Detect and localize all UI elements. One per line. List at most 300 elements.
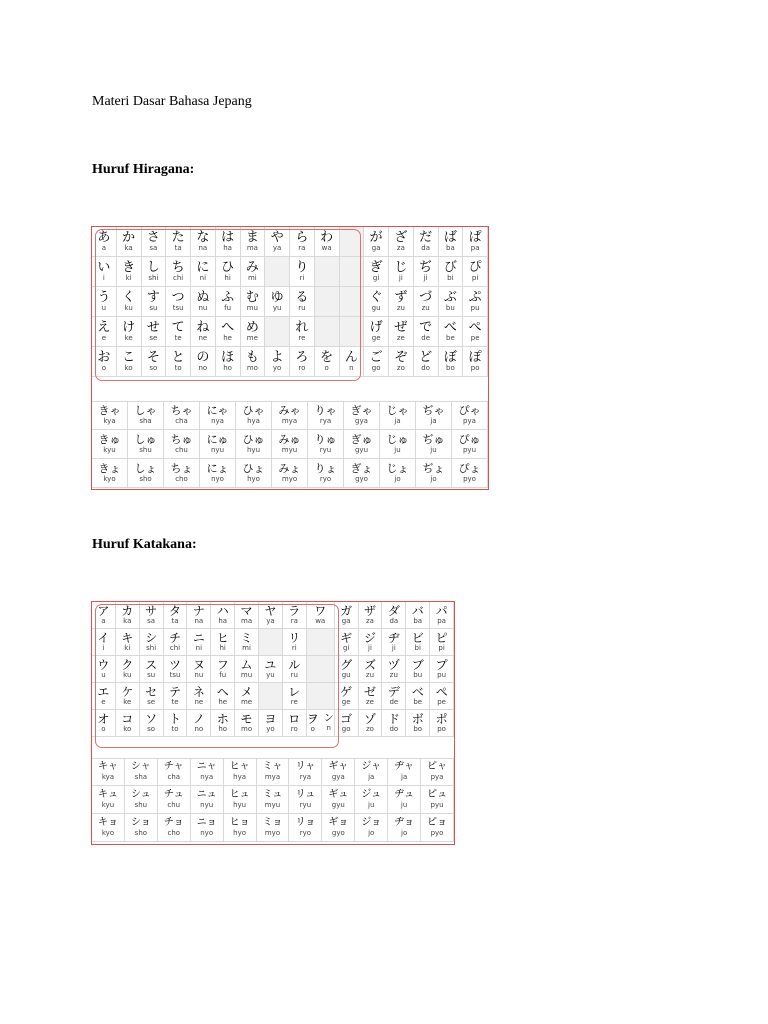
- kana-character: ヌ: [192, 657, 205, 672]
- kana-character: ゴ: [340, 711, 353, 726]
- kana-character: ん: [344, 349, 358, 365]
- combo-kana-cell: [191, 786, 224, 814]
- romaji-label: mi: [247, 274, 257, 283]
- kana-character: にゃ: [206, 404, 229, 418]
- romaji-label: sa: [149, 244, 158, 253]
- romaji-label: pa: [437, 617, 446, 626]
- romaji-label: za: [396, 244, 405, 253]
- kana-character: ジャ: [361, 761, 382, 773]
- kana-cell: [259, 710, 283, 737]
- combo-kana-cell: [158, 786, 191, 814]
- combo-kana-cell: [289, 758, 322, 786]
- kana-character: しょ: [134, 462, 157, 476]
- kana-cell: [430, 602, 454, 629]
- combo-kana-cell: [344, 401, 380, 430]
- kana-character: ピャ: [427, 761, 448, 773]
- hiragana-combination-table: [92, 401, 488, 488]
- kana-cell: [340, 317, 365, 347]
- kana-character: イ: [97, 630, 110, 645]
- romaji-label: zu: [365, 671, 375, 680]
- kana-cell: [414, 227, 439, 257]
- kana-cell: [315, 227, 340, 257]
- kana-cell: [92, 317, 117, 347]
- kana-cell: [241, 257, 266, 287]
- combo-kana-cell: [416, 401, 452, 430]
- romaji-label: fu: [219, 671, 227, 680]
- romaji-label: pe: [437, 698, 446, 707]
- kana-character: ル: [288, 657, 301, 672]
- kana-character: ミュ: [262, 789, 283, 801]
- kana-cell: [241, 347, 266, 377]
- kana-character: り: [295, 259, 309, 275]
- kana-cell: [116, 602, 140, 629]
- romaji-label: na: [198, 244, 208, 253]
- kana-character: ゆ: [270, 289, 284, 305]
- kana-cell: [142, 287, 167, 317]
- kana-character: キ: [121, 630, 134, 645]
- romaji-label: bu: [413, 671, 423, 680]
- kana-cell: [116, 683, 140, 710]
- kana-stack: [307, 713, 319, 734]
- combo-kana-cell: [164, 430, 200, 459]
- romaji-label: ba: [413, 617, 423, 626]
- kana-character: ま: [245, 229, 259, 245]
- romaji-label: cho: [167, 828, 181, 837]
- combo-kana-cell: [200, 459, 236, 488]
- kana-character: ぢゅ: [422, 433, 445, 447]
- kana-cell: [241, 317, 266, 347]
- romaji-label: nu: [198, 304, 208, 313]
- kana-character: ギュ: [328, 789, 349, 801]
- romaji-label: ha: [218, 617, 228, 626]
- romaji-label: ko: [124, 364, 133, 373]
- kana-cell: [463, 317, 488, 347]
- kana-cell: [92, 683, 116, 710]
- romaji-label: ji: [398, 274, 403, 283]
- romaji-label: a: [101, 244, 107, 253]
- kana-character: ニャ: [196, 761, 217, 773]
- romaji-label: ryo: [299, 828, 312, 837]
- kana-character: ナ: [192, 603, 205, 618]
- kana-character: け: [122, 319, 136, 335]
- kana-cell: [259, 683, 283, 710]
- kana-character: ぎ: [369, 259, 383, 275]
- kana-character: も: [245, 349, 259, 365]
- kana-character: あ: [97, 229, 111, 245]
- kana-character: く: [122, 289, 136, 305]
- romaji-label: ma: [241, 617, 253, 626]
- kana-character: じゃ: [386, 404, 409, 418]
- kana-cell: [259, 602, 283, 629]
- romaji-label: ja: [368, 772, 375, 781]
- kana-character: ピョ: [427, 817, 448, 829]
- kana-character: づ: [419, 289, 433, 305]
- combo-kana-cell: [191, 758, 224, 786]
- romaji-label: pya: [463, 416, 476, 425]
- kana-character: ズ: [363, 657, 376, 672]
- romaji-label: ki: [124, 644, 131, 653]
- romaji-label: myu: [281, 445, 298, 454]
- combo-kana-cell: [224, 758, 257, 786]
- kana-cell: [359, 656, 383, 683]
- romaji-label: shu: [134, 800, 148, 809]
- kana-cell: [241, 227, 266, 257]
- kana-character: め: [245, 319, 259, 335]
- romaji-label: do: [421, 364, 430, 373]
- kana-cell: [340, 227, 365, 257]
- kana-cell: [187, 602, 211, 629]
- kana-cell: [140, 602, 164, 629]
- kana-character: キャ: [97, 761, 118, 773]
- kana-character: ご: [369, 349, 383, 365]
- combo-kana-cell: [380, 401, 416, 430]
- kana-character: ミ: [240, 630, 253, 645]
- kana-cell: [117, 317, 142, 347]
- romaji-label: nya: [200, 772, 214, 781]
- kana-cell: [116, 629, 140, 656]
- katakana-heading: Huruf Katakana:: [92, 537, 197, 552]
- kana-character: ず: [394, 289, 408, 305]
- combo-kana-cell: [388, 814, 421, 842]
- kana-character: ビ: [411, 630, 424, 645]
- kana-stack: [324, 714, 334, 733]
- kana-character: ニュ: [196, 789, 217, 801]
- romaji-label: gyo: [331, 828, 345, 837]
- document-title: Materi Dasar Bahasa Jepang: [92, 94, 252, 109]
- romaji-label: mo: [246, 364, 258, 373]
- kana-cell: [187, 656, 211, 683]
- kana-cell: [216, 257, 241, 287]
- romaji-label: hyu: [233, 800, 247, 809]
- kana-character: コ: [121, 711, 134, 726]
- kana-cell: [92, 257, 117, 287]
- romaji-label: gya: [331, 772, 345, 781]
- kana-character: りょ: [314, 462, 337, 476]
- kana-cell: [92, 602, 116, 629]
- kana-character: エ: [97, 684, 110, 699]
- romaji-label: o: [101, 725, 106, 734]
- romaji-label: de: [421, 334, 430, 343]
- table-divider: [92, 377, 488, 402]
- romaji-label: pya: [430, 772, 444, 781]
- kana-cell: [116, 656, 140, 683]
- kana-character: ネ: [192, 684, 205, 699]
- kana-character: フ: [216, 657, 229, 672]
- kana-cell: [290, 287, 315, 317]
- kana-character: ツ: [168, 657, 181, 672]
- kana-cell: [211, 710, 235, 737]
- kana-character: ち: [171, 259, 185, 275]
- kana-cell: [463, 287, 488, 317]
- kana-character: ヨ: [264, 711, 277, 726]
- kana-character: ピュ: [427, 789, 448, 801]
- kana-cell: [164, 602, 188, 629]
- kana-cell: [389, 257, 414, 287]
- kana-character: グ: [340, 657, 353, 672]
- combo-kana-cell: [388, 786, 421, 814]
- romaji-label: na: [194, 617, 204, 626]
- kana-character: ギ: [340, 630, 353, 645]
- romaji-label: sha: [139, 416, 152, 425]
- kana-cell: [406, 656, 430, 683]
- combo-kana-cell: [388, 758, 421, 786]
- kana-cell: [241, 287, 266, 317]
- romaji-label: pyu: [462, 445, 477, 454]
- kana-cell: [191, 227, 216, 257]
- kana-cell: [439, 287, 464, 317]
- romaji-label: ze: [366, 698, 374, 707]
- romaji-label: wa: [321, 244, 332, 253]
- kana-character: へ: [221, 319, 235, 335]
- kana-character: ノ: [192, 711, 205, 726]
- kana-character: ぽ: [468, 349, 482, 365]
- romaji-label: ze: [396, 334, 405, 343]
- romaji-label: ha: [223, 244, 232, 253]
- hiragana-chart: [91, 226, 489, 490]
- romaji-label: e: [101, 334, 107, 343]
- romaji-label: n: [326, 724, 331, 733]
- romaji-label: bo: [446, 364, 455, 373]
- kana-cell: [259, 629, 283, 656]
- combo-kana-cell: [308, 459, 344, 488]
- kana-character: ぢゃ: [422, 404, 445, 418]
- kana-character: ギョ: [328, 817, 349, 829]
- romaji-label: jo: [394, 474, 401, 483]
- combo-kana-cell: [421, 814, 454, 842]
- combo-kana-cell: [421, 758, 454, 786]
- kana-character: ば: [443, 229, 457, 245]
- romaji-label: da: [389, 617, 399, 626]
- romaji-label: u: [101, 671, 106, 680]
- romaji-label: re: [298, 334, 306, 343]
- kana-cell: [430, 710, 454, 737]
- romaji-label: ro: [298, 364, 306, 373]
- kana-cell: [164, 629, 188, 656]
- kana-cell: [92, 227, 117, 257]
- kana-cell: [166, 317, 191, 347]
- combo-kana-cell: [257, 786, 290, 814]
- kana-character: バ: [411, 603, 424, 618]
- romaji-label: yu: [272, 304, 282, 313]
- kana-cell: [382, 602, 406, 629]
- romaji-label: chu: [175, 445, 188, 454]
- kana-cell: [315, 257, 340, 287]
- kana-character: ぞ: [394, 349, 408, 365]
- kana-cell: [164, 656, 188, 683]
- kana-cell: [211, 629, 235, 656]
- romaji-label: ryu: [319, 445, 332, 454]
- kana-character: ぴゅ: [458, 433, 481, 447]
- romaji-label: de: [389, 698, 399, 707]
- kana-cell: [211, 602, 235, 629]
- combo-kana-cell: [125, 758, 158, 786]
- combo-kana-cell: [128, 430, 164, 459]
- romaji-label: nyu: [210, 445, 224, 454]
- kana-cell: [140, 683, 164, 710]
- romaji-label: be: [446, 334, 455, 343]
- kana-cell: [382, 683, 406, 710]
- romaji-label: ju: [430, 445, 437, 454]
- kana-cell: [140, 710, 164, 737]
- kana-character: ニ: [192, 630, 205, 645]
- combo-kana-cell: [380, 430, 416, 459]
- kana-character: チ: [168, 630, 181, 645]
- kana-cell: [164, 683, 188, 710]
- kana-character: ヅ: [387, 657, 400, 672]
- kana-character: ス: [145, 657, 158, 672]
- kana-character: レ: [288, 684, 301, 699]
- kana-character: る: [295, 289, 309, 305]
- kana-character: リャ: [295, 761, 316, 773]
- kana-character: ム: [240, 657, 253, 672]
- romaji-label: mya: [264, 772, 281, 781]
- kana-cell: [290, 317, 315, 347]
- kana-character: ぎゅ: [350, 433, 373, 447]
- hiragana-main-table: [92, 227, 488, 377]
- kana-character: チョ: [163, 817, 184, 829]
- kana-character: ミョ: [262, 817, 283, 829]
- romaji-label: cha: [167, 772, 181, 781]
- romaji-label: kya: [101, 772, 115, 781]
- kana-cell: [463, 257, 488, 287]
- combo-kana-cell: [224, 786, 257, 814]
- romaji-label: pu: [470, 304, 480, 313]
- katakana-main-table: [92, 602, 454, 737]
- kana-character: ゼ: [363, 684, 376, 699]
- romaji-label: zo: [366, 725, 374, 734]
- romaji-label: pe: [470, 334, 480, 343]
- kana-cell: [117, 257, 142, 287]
- romaji-label: ja: [430, 416, 437, 425]
- kana-character: サ: [145, 603, 158, 618]
- kana-cell: [283, 683, 307, 710]
- romaji-label: i: [102, 274, 105, 283]
- kana-cell: [439, 317, 464, 347]
- romaji-label: kyo: [103, 474, 116, 483]
- kana-cell: [283, 710, 307, 737]
- romaji-label: jo: [430, 474, 437, 483]
- kana-character: に: [196, 259, 210, 275]
- romaji-label: pi: [471, 274, 479, 283]
- kana-cell: [265, 317, 290, 347]
- kana-cell: [92, 287, 117, 317]
- romaji-label: myu: [264, 800, 281, 809]
- romaji-label: bi: [447, 274, 454, 283]
- kana-cell: [439, 257, 464, 287]
- kana-character: す: [146, 289, 160, 305]
- kana-character: りゃ: [314, 404, 337, 418]
- romaji-label: fu: [224, 304, 232, 313]
- kana-character: ク: [121, 657, 134, 672]
- kana-character: い: [97, 259, 111, 275]
- romaji-label: se: [147, 698, 156, 707]
- kana-character: ひゅ: [242, 433, 265, 447]
- romaji-label: pyo: [463, 474, 476, 483]
- kana-character: ぱ: [468, 229, 482, 245]
- combo-kana-cell: [416, 430, 452, 459]
- kana-character: ぎょ: [350, 462, 373, 476]
- kana-cell: [406, 683, 430, 710]
- kana-character: ゲ: [340, 684, 353, 699]
- romaji-label: da: [421, 244, 430, 253]
- romaji-label: myo: [281, 474, 298, 483]
- kana-character: きゅ: [98, 433, 121, 447]
- kana-character: デ: [387, 684, 400, 699]
- kana-character: オ: [97, 711, 110, 726]
- romaji-label: ni: [195, 644, 203, 653]
- kana-character: び: [443, 259, 457, 275]
- romaji-label: kya: [103, 416, 116, 425]
- kana-character: べ: [443, 319, 457, 335]
- romaji-label: gyu: [331, 800, 345, 809]
- romaji-label: so: [149, 364, 158, 373]
- kana-character: ロ: [288, 711, 301, 726]
- kana-cell: [389, 287, 414, 317]
- combo-kana-cell: [128, 401, 164, 430]
- kana-cell: [340, 287, 365, 317]
- kana-cell: [164, 710, 188, 737]
- kana-character: が: [369, 229, 383, 245]
- combo-kana-cell: [355, 758, 388, 786]
- hiragana-heading: Huruf Hiragana:: [92, 162, 195, 177]
- romaji-label: ba: [446, 244, 455, 253]
- romaji-label: ki: [125, 274, 132, 283]
- romaji-label: pyu: [430, 800, 444, 809]
- romaji-label: ri: [291, 644, 297, 653]
- kana-cell: [166, 287, 191, 317]
- combo-kana-cell: [224, 814, 257, 842]
- romaji-label: za: [366, 617, 374, 626]
- combo-kana-cell: [92, 401, 128, 430]
- romaji-label: nyo: [211, 474, 224, 483]
- romaji-label: te: [174, 334, 182, 343]
- combo-kana-cell: [236, 459, 272, 488]
- romaji-label: ji: [423, 274, 428, 283]
- kana-character: プ: [435, 657, 448, 672]
- romaji-label: mo: [241, 725, 253, 734]
- combo-kana-cell: [416, 459, 452, 488]
- kana-cell: [290, 347, 315, 377]
- kana-cell: [92, 629, 116, 656]
- kana-character: ひょ: [242, 462, 265, 476]
- kana-character: ひ: [221, 259, 235, 275]
- romaji-label: hi: [224, 274, 231, 283]
- kana-character: シャ: [130, 761, 151, 773]
- romaji-label: ryo: [319, 474, 332, 483]
- kana-cell: [430, 656, 454, 683]
- kana-cell: [265, 287, 290, 317]
- kana-cell: [142, 227, 167, 257]
- kana-cell: [364, 317, 389, 347]
- kana-cell: [235, 656, 259, 683]
- kana-cell: [335, 710, 359, 737]
- combo-kana-cell: [452, 430, 488, 459]
- romaji-label: nu: [194, 671, 204, 680]
- combo-kana-cell: [452, 459, 488, 488]
- romaji-label: ho: [218, 725, 228, 734]
- kana-cell: [140, 629, 164, 656]
- kana-cell: [463, 227, 488, 257]
- romaji-label: ju: [400, 800, 408, 809]
- combo-kana-cell: [355, 814, 388, 842]
- romaji-label: ji: [368, 644, 372, 653]
- kana-character: ザ: [363, 603, 376, 618]
- kana-character: ポ: [435, 711, 448, 726]
- romaji-label: su: [147, 671, 156, 680]
- romaji-label: o: [310, 725, 315, 734]
- romaji-label: to: [174, 364, 182, 373]
- kana-character: ド: [387, 711, 400, 726]
